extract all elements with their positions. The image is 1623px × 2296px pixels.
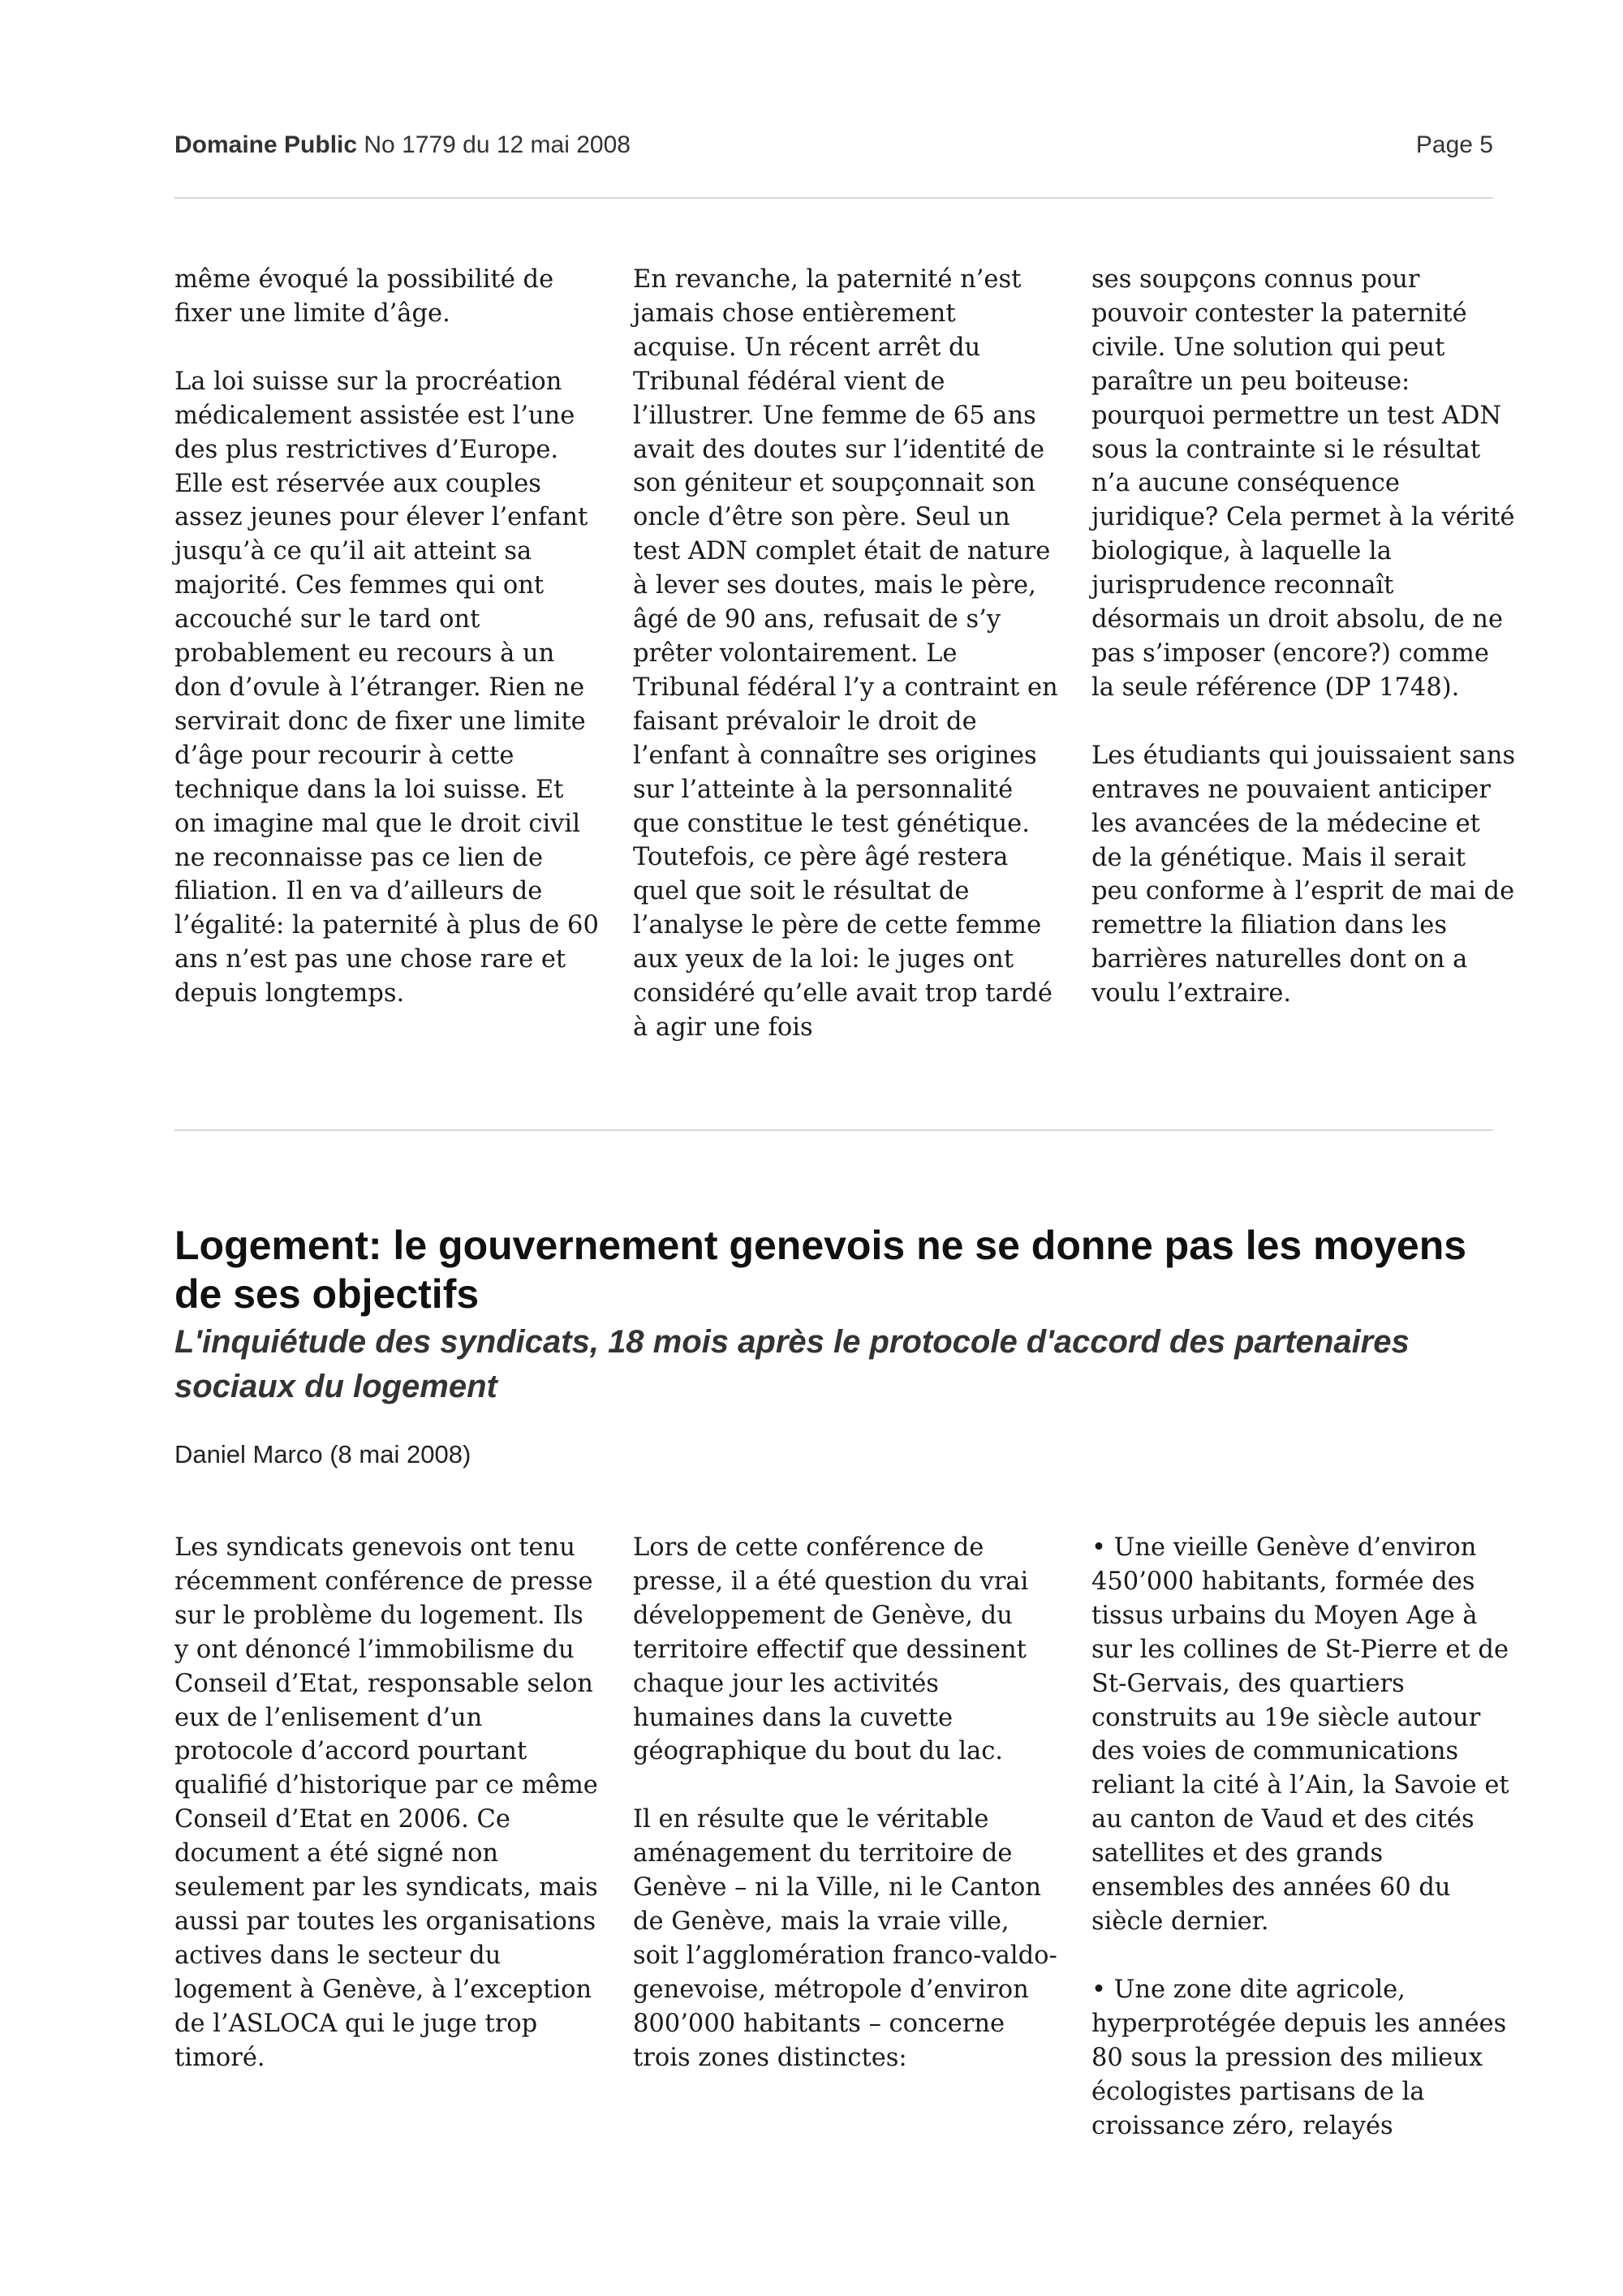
paragraph: ses soupçons connus pour pouvoir contester la paternité civile. Une solution qui peut paraître un peu boiteuse: pourquoi permettre un test ADN sous la contrainte si le résultat n’a aucune conséquence juridique? Cela permet à la vérité biologique, à laquelle la jurisprudence reconnaît désormais un droit absolu, de ne pas s’imposer (encore?) comme la seule référence (DP 1748).	[1091, 265, 1515, 702]
paragraph: Lors de cette conférence de presse, il a été question du vrai développement de Genève, du territoire effectif que dessinent chaque jour les activités humaines dans la cuvette géographique du bout du lac.	[633, 1533, 1029, 1766]
paragraph: Les étudiants qui jouissaient sans entraves ne pouvaient anticiper les avancées de la médecine et de la génétique. Mais il serait peu conforme à l’esprit de mai de remettre la filiation dans les barrières naturelles dont on a voulu l’extraire.	[1091, 741, 1516, 1008]
paragraph: même évoqué la possibilité de fixer une limite d’âge.	[174, 265, 554, 328]
article-column-1	[174, 1531, 601, 2075]
paragraph: La loi suisse sur la procréation médicalement assistée est l’une des plus restrictives d’Europe. Elle est réservée aux couples assez jeunes pour élever l’enfant jusqu’à ce qu’il ait atteint sa majorité. Ces femmes qui ont accouché sur le tard ont probablement eu recours à un don d’ovule à l’étranger. Rien ne servirait donc de fixer une limite d’âge pour recourir à cette technique dans la loi suisse. Et on imagine mal que le droit civil ne reconnaisse pas ce lien de filiation. Il en va d’ailleurs de l’égalité: la paternité à plus de 60 ans n’est pas une chose rare et depuis longtemps.	[174, 367, 599, 1008]
article-subtitle: L'inquiétude des syndicats, 18 mois après le protocole d'accord des partenaires sociaux du logement	[174, 1324, 1410, 1404]
article-title: Logement: le gouvernement genevois ne se donne pas les moyens de ses objectifs	[174, 1223, 1467, 1317]
article-column-2	[633, 1531, 1059, 2075]
bullet-item: • Une vieille Genève d’environ 450’000 habitants, formée des tissus urbains du Moyen Age à sur les collines de St-Pierre et de St-Gervais, des quartiers construits au 19e siècle autour des voies de communications reliant la cité à l’Ain, la Savoie et au canton de Vaud et des cités satellites et des grands ensembles des années 60 du siècle dernier.	[1091, 1533, 1509, 1936]
article-column-3	[1091, 1531, 1518, 2143]
previous-article-column-2	[633, 263, 1059, 1045]
page-number: Page 5	[1415, 131, 1493, 158]
header-divider	[174, 197, 1493, 199]
previous-article-column-3	[1091, 263, 1518, 1011]
paragraph: Les syndicats genevois ont tenu récemment conférence de presse sur le problème du logement. Ils y ont dénoncé l’immobilisme du Conseil d’Etat, responsable selon eux de l’enlisement d’un protocole d’accord pourtant qualifié d’historique par ce même Conseil d’Etat en 2006. Ce document a été signé non seulement par les syndicats, mais aussi par toutes les organisations actives dans le secteur du logement à Genève, à l’exception de l’ASLOCA qui le juge trop timoré.	[174, 1533, 598, 2072]
paragraph: En revanche, la paternité n’est jamais chose entièrement acquise. Un récent arrêt du Tribunal fédéral vient de l’illustrer. Une femme de 65 ans avait des doutes sur l’identité de son géniteur et soupçonnait son oncle d’être son père. Seul un test ADN complet était de nature à lever ses doutes, mais le père, âgé de 90 ans, refusait de s’y prêter volontairement. Le Tribunal fédéral l’y a contraint en faisant prévaloir le droit de l’enfant à connaître ses origines sur l’atteinte à la personnalité que constitue le test génétique. Toutefois, ce père âgé restera quel que soit le résultat de l’analyse le père de cette femme aux yeux de la loi: le juges ont considéré qu’elle avait trop tardé à agir une fois	[633, 265, 1058, 1042]
issue-info: No 1779 du 12 mai 2008	[364, 131, 631, 158]
bullet-item: • Une zone dite agricole, hyperprotégée depuis les années 80 sous la pression des milieux écologistes partisans de la croissance zéro, relayés	[1091, 1975, 1507, 2140]
paragraph: Il en résulte que le véritable aménagement du territoire de Genève – ni la Ville, ni le Canton de Genève, mais la vraie ville, soit l’agglomération franco-valdo-genevoise, métropole d’environ 800’000 habitants – concerne trois zones distinctes:	[633, 1805, 1057, 2072]
article-divider	[174, 1129, 1493, 1131]
article-byline: Daniel Marco (8 mai 2008)	[174, 1440, 471, 1468]
previous-article-column-1	[174, 263, 601, 1011]
page-header	[174, 131, 1493, 164]
publication-name: Domaine Public	[174, 131, 358, 158]
